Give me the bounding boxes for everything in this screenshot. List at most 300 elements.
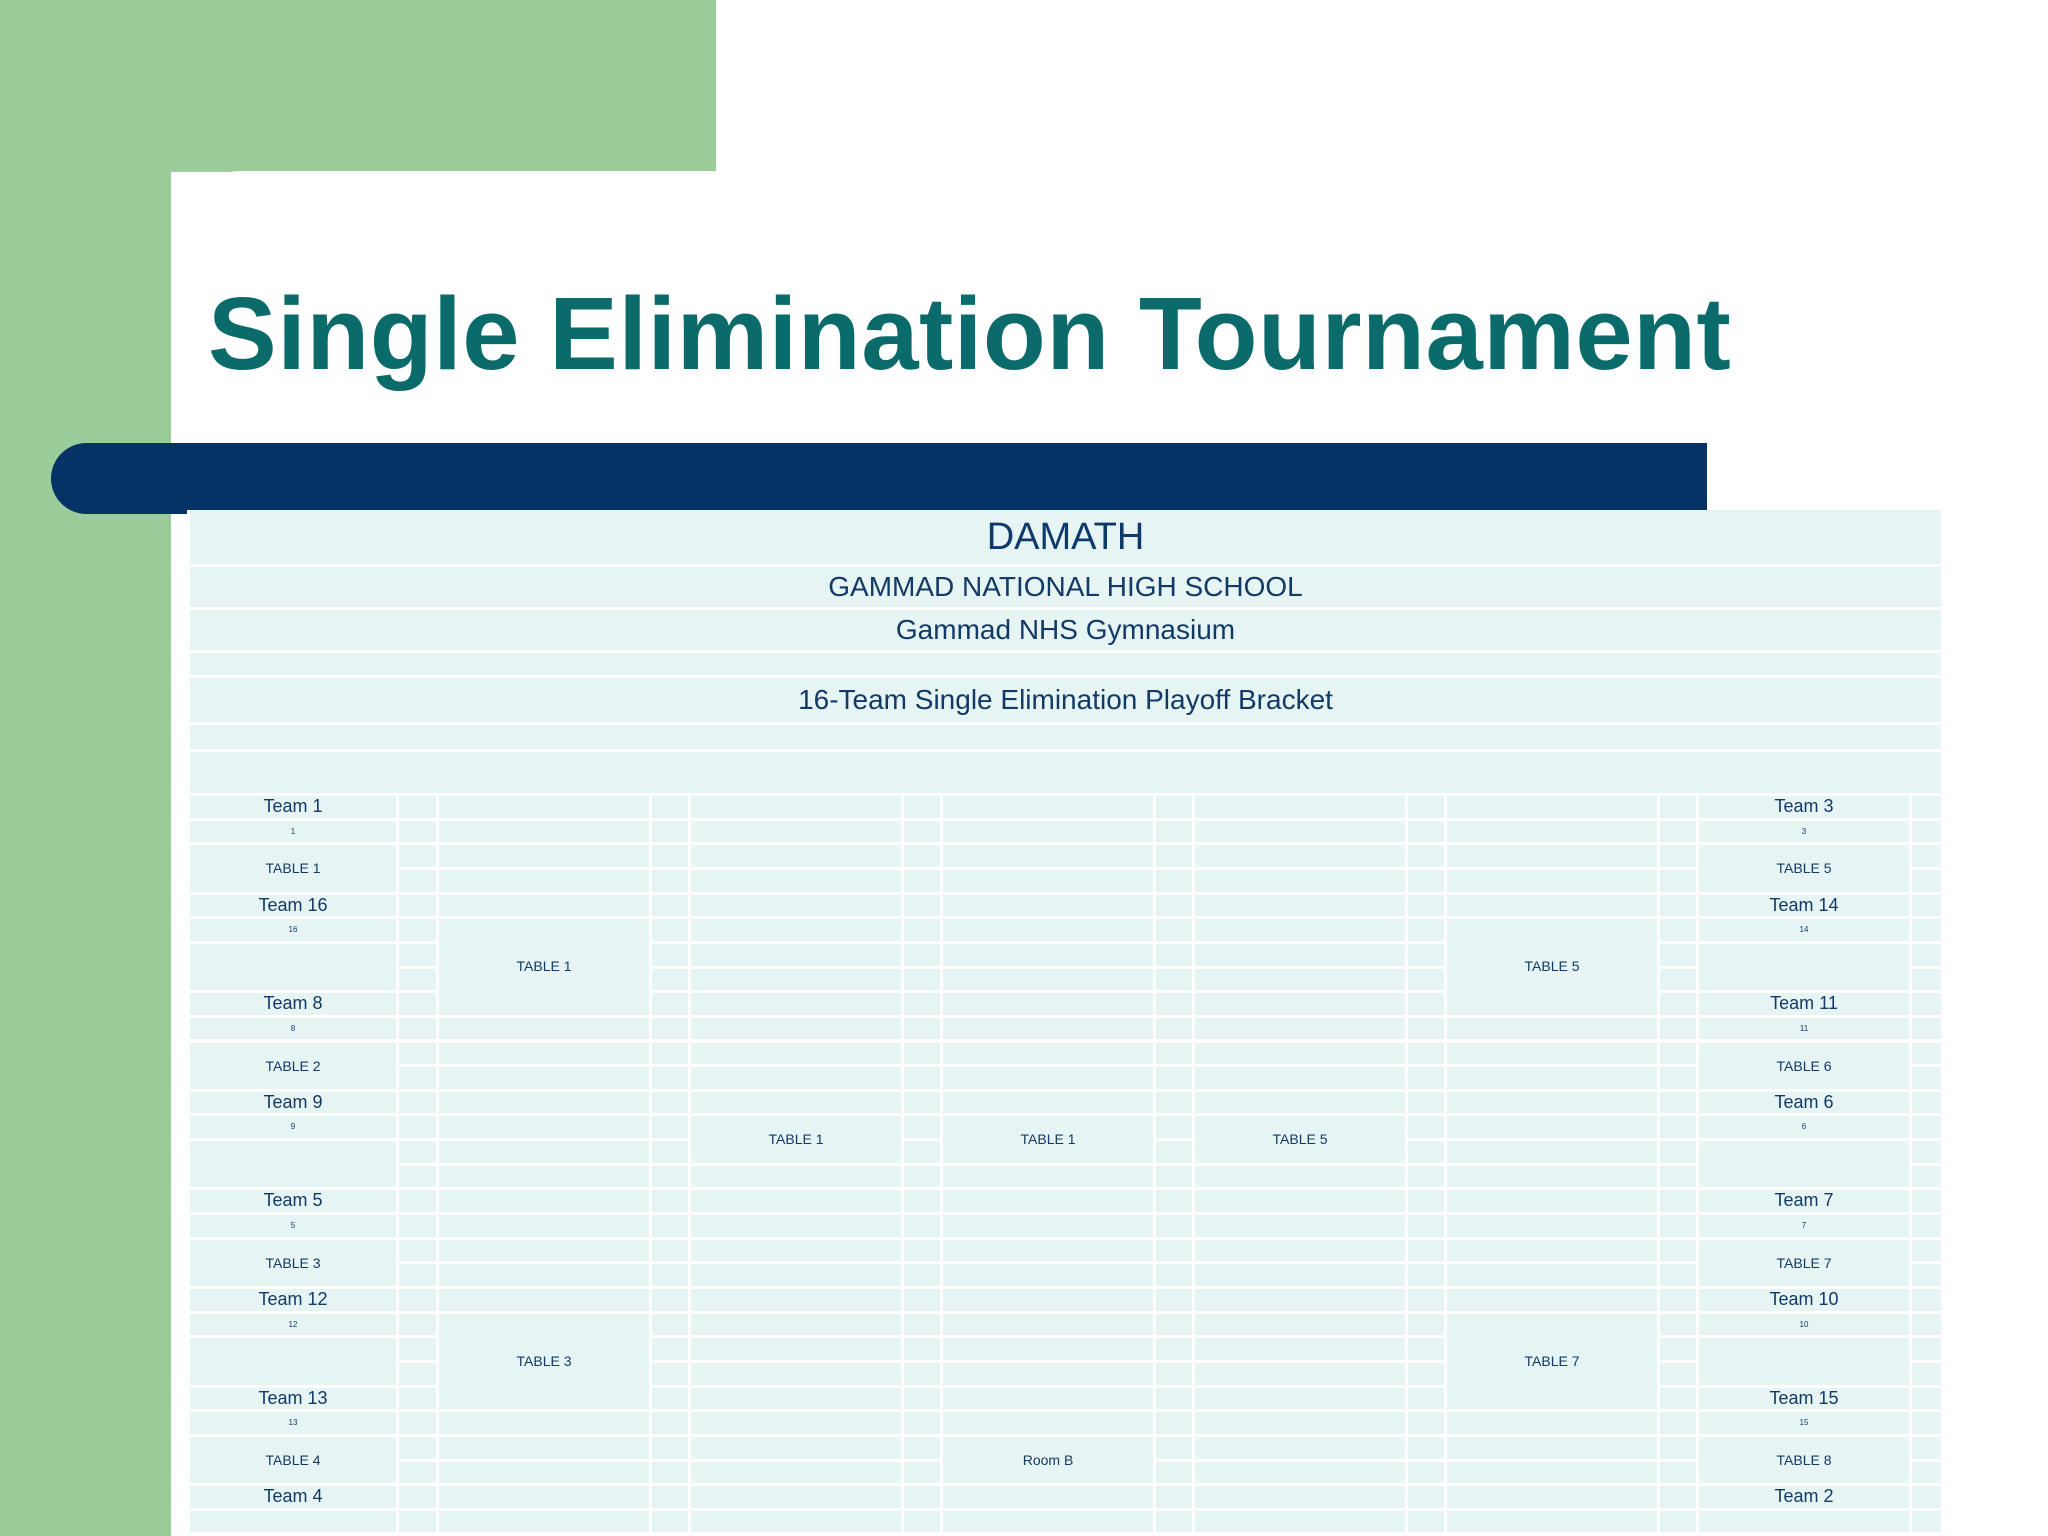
bracket-cell — [1660, 1190, 1696, 1212]
bracket-cell — [1156, 1486, 1192, 1508]
bracket-cell — [904, 1412, 940, 1434]
bracket-cell — [1447, 1067, 1657, 1089]
bracket-cell — [1156, 1462, 1192, 1484]
bracket-cell — [943, 1289, 1153, 1311]
bracket-cell — [1912, 1388, 1941, 1410]
bracket-cell — [1912, 1043, 1941, 1065]
bracket-cell — [1408, 1486, 1444, 1508]
bracket-cell — [1156, 821, 1192, 843]
bracket-cell — [1156, 870, 1192, 892]
bracket-cell — [904, 1067, 940, 1089]
bracket-cell — [1447, 870, 1657, 892]
bracket-cell — [1447, 1043, 1657, 1065]
bracket-cell — [399, 796, 436, 818]
bracket-cell — [1912, 870, 1941, 892]
bracket-cell — [439, 1240, 649, 1262]
bracket-cell — [399, 1486, 436, 1508]
bracket-cell — [943, 1190, 1153, 1212]
round2-table-left: TABLE 3 — [516, 1352, 572, 1369]
bracket-cell — [1912, 1511, 1941, 1533]
bracket-cell — [1660, 1511, 1696, 1533]
team-name-right: Team 6 — [1774, 1091, 1834, 1112]
bracket-cell — [943, 821, 1153, 843]
bracket-cell — [652, 1043, 688, 1065]
seed-right: 10 — [1799, 1319, 1809, 1329]
bracket-cell — [691, 1338, 901, 1360]
bracket-cell — [1408, 1437, 1444, 1459]
bracket-cell — [190, 944, 396, 990]
bracket-cell — [1408, 1215, 1444, 1237]
bracket-cell — [691, 993, 901, 1015]
bracket-cell — [1912, 1437, 1941, 1459]
title-underline-bar — [51, 443, 1707, 514]
bracket-cell — [439, 1043, 649, 1065]
bracket-cell — [1408, 1289, 1444, 1311]
bracket-cell — [904, 919, 940, 941]
bracket-format: 16-Team Single Elimination Playoff Bracket — [798, 684, 1333, 715]
bracket-cell — [1408, 870, 1444, 892]
bracket-cell — [904, 1190, 940, 1212]
bracket-cell — [1156, 1338, 1192, 1360]
bracket-cell — [1195, 1462, 1405, 1484]
bracket-cell — [1408, 919, 1444, 941]
bracket-cell — [904, 944, 940, 966]
team-name-right: Team 14 — [1769, 894, 1839, 915]
bracket-cell — [652, 944, 688, 966]
team-name-left: Team 12 — [258, 1289, 328, 1309]
bracket-cell — [904, 796, 940, 818]
bracket-cell — [904, 1363, 940, 1385]
bracket-cell — [1408, 993, 1444, 1015]
bracket-cell — [691, 1486, 901, 1508]
bracket-cell — [691, 845, 901, 867]
bracket-cell — [439, 1215, 649, 1237]
bracket-cell — [1912, 1067, 1941, 1089]
bracket-cell — [652, 1338, 688, 1360]
round1-table-left: TABLE 1 — [265, 860, 321, 877]
bracket-cell — [904, 1018, 940, 1040]
bracket-cell — [1156, 1018, 1192, 1040]
seed-left: 5 — [290, 1221, 296, 1231]
bracket-cell — [691, 796, 901, 818]
bracket-cell — [904, 993, 940, 1015]
bracket-cell — [943, 919, 1153, 941]
bracket-cell — [1912, 1412, 1941, 1434]
team-name-right: Team 2 — [1774, 1486, 1834, 1507]
bracket-cell — [691, 1043, 901, 1065]
bracket-cell — [691, 1166, 901, 1188]
bracket-cell — [904, 1264, 940, 1286]
bracket-cell — [439, 1141, 649, 1163]
bracket-cell — [652, 1462, 688, 1484]
event-title: DAMATH — [986, 516, 1145, 558]
bracket-cell — [691, 1215, 901, 1237]
bracket-cell — [1408, 895, 1444, 917]
bracket-cell — [943, 969, 1153, 991]
bracket-cell — [1447, 821, 1657, 843]
bracket-cell — [1447, 1240, 1657, 1262]
bracket-cell — [1912, 1166, 1941, 1188]
bracket-cell — [904, 1388, 940, 1410]
bracket-cell — [439, 1462, 649, 1484]
seed-right: 11 — [1799, 1023, 1809, 1033]
bracket-cell — [691, 969, 901, 991]
header-row-3 — [190, 653, 1941, 675]
bracket-cell — [1660, 1437, 1696, 1459]
bracket-cell — [1447, 1141, 1657, 1163]
bracket-cell — [1660, 919, 1696, 941]
bracket-cell — [1699, 944, 1909, 990]
bracket-cell — [399, 1141, 436, 1163]
bracket-cell — [1912, 1116, 1941, 1138]
bracket-cell — [904, 821, 940, 843]
bracket-cell — [439, 1166, 649, 1188]
bracket-cell — [1195, 969, 1405, 991]
bracket-cell — [1660, 1166, 1696, 1188]
bracket-cell — [1408, 1067, 1444, 1089]
bracket-cell — [1912, 1314, 1941, 1336]
bracket-cell — [399, 969, 436, 991]
bracket-cell — [943, 1092, 1153, 1114]
bracket-cell — [1195, 870, 1405, 892]
bracket-cell — [1447, 1412, 1657, 1434]
bracket-cell — [904, 1166, 940, 1188]
seed-right: 14 — [1799, 925, 1809, 935]
bracket-cell — [1660, 944, 1696, 966]
bracket-cell — [399, 1166, 436, 1188]
bracket-cell — [439, 870, 649, 892]
bracket-cell — [1912, 1092, 1941, 1114]
bracket-cell — [652, 969, 688, 991]
bracket-cell — [1195, 895, 1405, 917]
bracket-cell — [399, 1215, 436, 1237]
team-name-right: Team 15 — [1769, 1387, 1839, 1408]
bracket-cell — [691, 1314, 901, 1336]
bracket-cell — [1195, 1067, 1405, 1089]
bracket-cell — [1660, 1462, 1696, 1484]
bracket-cell — [691, 1511, 901, 1533]
bracket-cell — [1156, 845, 1192, 867]
bracket-cell — [904, 1437, 940, 1459]
bracket-cell — [1660, 1289, 1696, 1311]
bracket-cell — [399, 1388, 436, 1410]
bracket-cell — [1195, 1511, 1405, 1533]
bracket-cell — [1408, 1412, 1444, 1434]
bracket-cell — [1912, 1289, 1941, 1311]
bracket-cell — [1912, 1190, 1941, 1212]
bracket-cell — [1912, 895, 1941, 917]
bracket-cell — [1447, 1437, 1657, 1459]
bracket-cell — [904, 895, 940, 917]
bracket-cell — [439, 1067, 649, 1089]
bracket-cell — [190, 1141, 396, 1187]
team-name-left: Team 8 — [263, 993, 323, 1014]
bracket-cell — [399, 944, 436, 966]
bracket-cell — [652, 821, 688, 843]
bracket-cell — [1156, 1412, 1192, 1434]
bracket-cell — [691, 1018, 901, 1040]
bracket-cell — [943, 870, 1153, 892]
bracket-cell — [904, 1240, 940, 1262]
bracket-cell — [652, 895, 688, 917]
bracket-cell — [1912, 944, 1941, 966]
bracket-cell — [1912, 1018, 1941, 1040]
bracket-cell — [399, 1264, 436, 1286]
bracket-cell — [1660, 1314, 1696, 1336]
final-room: Room B — [1022, 1451, 1074, 1468]
bracket-cell — [1195, 1363, 1405, 1385]
seed-left: 9 — [290, 1122, 296, 1132]
bracket-cell — [1660, 895, 1696, 917]
bracket-cell — [1408, 1240, 1444, 1262]
bracket-cell — [399, 1412, 436, 1434]
bracket-cell — [399, 895, 436, 917]
bracket-cell — [1447, 845, 1657, 867]
bracket-cell — [1195, 796, 1405, 818]
bracket-cell — [399, 1437, 436, 1459]
bracket-cell — [1195, 1190, 1405, 1212]
bracket-cell — [1660, 993, 1696, 1015]
seed-right: 3 — [1801, 826, 1807, 836]
bracket-cell — [1408, 821, 1444, 843]
bracket-cell — [399, 845, 436, 867]
bracket-cell — [1408, 1043, 1444, 1065]
team-name-left: Team 13 — [258, 1387, 328, 1408]
bracket-cell — [691, 944, 901, 966]
bracket-cell — [1660, 1412, 1696, 1434]
bracket-cell — [652, 1388, 688, 1410]
bracket-cell — [399, 1043, 436, 1065]
bracket-cell — [1660, 1018, 1696, 1040]
bracket-cell — [1408, 1190, 1444, 1212]
bracket-cell — [943, 1314, 1153, 1336]
bracket-cell — [1195, 1289, 1405, 1311]
bracket-cell — [1156, 1511, 1192, 1533]
bracket-cell — [652, 1018, 688, 1040]
bracket-cell — [1660, 870, 1696, 892]
bracket-cell — [399, 1116, 436, 1138]
bracket-cell — [439, 1116, 649, 1138]
team-name-right: Team 11 — [1770, 993, 1838, 1014]
bracket-cell — [1660, 1264, 1696, 1286]
team-name-left: Team 4 — [263, 1486, 323, 1507]
bracket-cell — [1912, 1141, 1941, 1163]
bracket-cell — [1156, 1166, 1192, 1188]
bracket-cell — [1660, 1363, 1696, 1385]
round1-table-right: TABLE 6 — [1776, 1057, 1832, 1074]
bracket-cell — [652, 1240, 688, 1262]
bracket-cell — [904, 845, 940, 867]
bracket-cell — [1195, 944, 1405, 966]
bracket-cell — [691, 1388, 901, 1410]
bracket-cell — [691, 1092, 901, 1114]
seed-right: 6 — [1801, 1122, 1807, 1132]
bracket-cell — [1699, 1141, 1909, 1187]
bracket-cell — [1156, 1116, 1192, 1138]
bracket-cell — [439, 1437, 649, 1459]
bracket-cell — [439, 1092, 649, 1114]
seed-left: 8 — [290, 1023, 296, 1033]
bracket-cell — [943, 796, 1153, 818]
bracket-cell — [1447, 1166, 1657, 1188]
bracket-cell — [1156, 895, 1192, 917]
bracket-cell — [1660, 1388, 1696, 1410]
bracket-cell — [1195, 1166, 1405, 1188]
bracket-cell — [904, 1141, 940, 1163]
bracket-cell — [399, 1338, 436, 1360]
round1-table-right: TABLE 8 — [1776, 1451, 1832, 1468]
bracket-cell — [1195, 821, 1405, 843]
round1-table-left: TABLE 3 — [265, 1254, 321, 1271]
bracket-cell — [1408, 1116, 1444, 1138]
semifinal-table-right: TABLE 5 — [1272, 1131, 1328, 1148]
bracket-cell — [439, 845, 649, 867]
green-side-band — [0, 0, 171, 1536]
round1-table-left: TABLE 4 — [265, 1451, 321, 1468]
bracket-cell — [439, 821, 649, 843]
seed-left — [190, 1511, 396, 1533]
bracket-cell — [1408, 845, 1444, 867]
bracket-cell — [439, 1511, 649, 1533]
bracket-cell — [1156, 1092, 1192, 1114]
bracket-cell — [943, 845, 1153, 867]
bracket-cell — [904, 1462, 940, 1484]
bracket-cell — [399, 1363, 436, 1385]
bracket-cell — [1447, 1116, 1657, 1138]
bracket-cell — [1408, 1314, 1444, 1336]
bracket-cell — [190, 1338, 396, 1384]
bracket-cell — [1156, 1190, 1192, 1212]
bracket-cell — [1660, 1067, 1696, 1089]
school-name: GAMMAD NATIONAL HIGH SCHOOL — [828, 571, 1303, 602]
bracket-cell — [1912, 1363, 1941, 1385]
bracket-cell — [652, 1437, 688, 1459]
bracket-cell — [1912, 1338, 1941, 1360]
bracket-cell — [652, 1190, 688, 1212]
bracket-cell — [1912, 919, 1941, 941]
bracket-cell — [399, 919, 436, 941]
seed-left: 12 — [288, 1319, 298, 1329]
bracket-cell — [652, 919, 688, 941]
bracket-cell — [652, 1412, 688, 1434]
team-name-left: Team 16 — [258, 894, 328, 915]
bracket-cell — [399, 1511, 436, 1533]
bracket-cell — [439, 1486, 649, 1508]
bracket-cell — [691, 1437, 901, 1459]
bracket-cell — [399, 821, 436, 843]
team-name-right: Team 10 — [1769, 1289, 1839, 1309]
bracket-cell — [652, 870, 688, 892]
bracket-cell — [652, 796, 688, 818]
bracket-cell — [1408, 944, 1444, 966]
bracket-cell — [1447, 796, 1657, 818]
bracket-cell — [1195, 1437, 1405, 1459]
bracket-cell — [652, 1486, 688, 1508]
bracket-cell — [1156, 1264, 1192, 1286]
bracket-cell — [1156, 1363, 1192, 1385]
bracket-cell — [1195, 1092, 1405, 1114]
bracket-cell — [399, 1190, 436, 1212]
bracket-cell — [1447, 1092, 1657, 1114]
bracket-cell — [1156, 796, 1192, 818]
bracket-cell — [1408, 1462, 1444, 1484]
header-row-5 — [190, 725, 1941, 749]
bracket-cell — [1660, 796, 1696, 818]
header-row-6 — [190, 752, 1941, 793]
bracket-cell — [1195, 919, 1405, 941]
bracket-cell — [1408, 1363, 1444, 1385]
bracket-cell — [691, 919, 901, 941]
bracket-cell — [943, 1018, 1153, 1040]
bracket-cell — [904, 1289, 940, 1311]
bracket-cell — [1660, 821, 1696, 843]
bracket-cell — [1408, 1388, 1444, 1410]
bracket-cell — [439, 1190, 649, 1212]
bracket-cell — [1447, 1215, 1657, 1237]
bracket-cell — [943, 1264, 1153, 1286]
bracket-cell — [399, 870, 436, 892]
team-name-left: Team 1 — [263, 796, 323, 816]
bracket-cell — [1408, 1092, 1444, 1114]
bracket-cell — [652, 845, 688, 867]
bracket-cell — [1447, 895, 1657, 917]
bracket-cell — [1912, 1462, 1941, 1484]
bracket-cell — [652, 1215, 688, 1237]
bracket-cell — [904, 1092, 940, 1114]
bracket-cell — [652, 1511, 688, 1533]
bracket-cell — [1195, 1486, 1405, 1508]
bracket-cell — [439, 1264, 649, 1286]
bracket-cell — [399, 1067, 436, 1089]
bracket-cell — [943, 944, 1153, 966]
semifinal-table-left: TABLE 1 — [768, 1131, 824, 1148]
bracket-cell — [943, 1067, 1153, 1089]
seed-right: 7 — [1801, 1221, 1807, 1231]
bracket-cell — [1156, 1289, 1192, 1311]
bracket-cell — [943, 1166, 1153, 1188]
slide-title: Single Elimination Tournament — [208, 276, 1732, 391]
team-name-left: Team 9 — [263, 1091, 323, 1112]
bracket-cell — [1195, 1412, 1405, 1434]
bracket-cell — [1195, 845, 1405, 867]
bracket-cell — [904, 1486, 940, 1508]
bracket-cell — [399, 1289, 436, 1311]
bracket-cell — [652, 1264, 688, 1286]
bracket-cell — [1912, 821, 1941, 843]
bracket-cell — [1195, 1264, 1405, 1286]
bracket-cell — [943, 1240, 1153, 1262]
bracket-cell — [904, 1215, 940, 1237]
bracket-cell — [399, 1462, 436, 1484]
bracket-cell — [439, 1412, 649, 1434]
bracket-cell — [439, 796, 649, 818]
bracket-cell — [904, 1338, 940, 1360]
bracket-cell — [399, 1092, 436, 1114]
bracket-cell — [1447, 1486, 1657, 1508]
bracket-cell — [904, 1314, 940, 1336]
round2-table-left: TABLE 1 — [516, 958, 572, 975]
bracket-cell — [652, 1289, 688, 1311]
bracket-cell — [943, 1338, 1153, 1360]
bracket-cell — [943, 1486, 1153, 1508]
seed-left: 13 — [288, 1418, 298, 1428]
seed-left: 16 — [288, 925, 298, 935]
bracket-cell — [399, 993, 436, 1015]
bracket-cell — [1447, 1190, 1657, 1212]
bracket-cell — [652, 1067, 688, 1089]
bracket-cell — [1156, 1314, 1192, 1336]
bracket-cell — [1408, 796, 1444, 818]
